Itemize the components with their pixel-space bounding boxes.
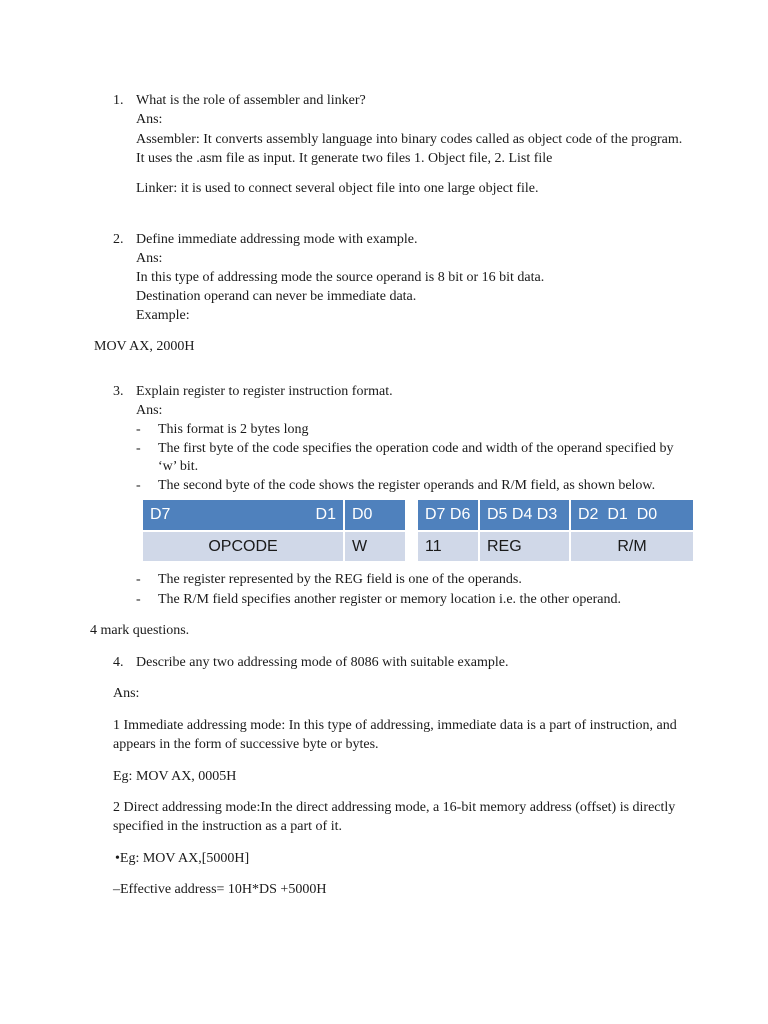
byte1-header-d0: D0 xyxy=(345,500,405,530)
q3-number: 3. xyxy=(113,384,124,399)
q1-question: What is the role of assembler and linker? xyxy=(136,93,366,108)
opcode-cell: OPCODE xyxy=(143,532,343,561)
bullet-dash: - xyxy=(136,572,141,587)
byte2-header-d5d4d3: D5 D4 D3 xyxy=(480,500,569,530)
q4-question: Describe any two addressing mode of 8086 with suitable example. xyxy=(136,655,509,670)
instruction-format-byte2 xyxy=(418,500,693,561)
q2-line-2: Destination operand can never be immediate data. xyxy=(136,289,417,304)
byte1-header-d7-d1 xyxy=(143,500,343,530)
q2-line-3: Example: xyxy=(136,308,190,323)
q1-ans-label: Ans: xyxy=(136,112,163,127)
q3-ans-label: Ans: xyxy=(136,403,163,418)
q3-bullet-3: The second byte of the code shows the register operands and R/M field, as shown below. xyxy=(158,478,656,493)
bullet-dash: - xyxy=(136,441,141,456)
bullet-dash: - xyxy=(136,592,141,607)
q4-para-2a: 2 Direct addressing mode:In the direct addressing mode, a 16-bit memory address (offset) is directly xyxy=(113,800,676,815)
bullet-dash: - xyxy=(136,422,141,437)
section-heading-4-mark: 4 mark questions. xyxy=(90,623,190,638)
q2-question: Define immediate addressing mode with example. xyxy=(136,232,418,247)
q2-line-1: In this type of addressing mode the source operand is 8 bit or 16 bit data. xyxy=(136,270,545,285)
q3-bullet-2a: The first byte of the code specifies the operation code and width of the operand specified by xyxy=(158,441,674,456)
q1-number: 1. xyxy=(113,93,124,108)
q2-example: MOV AX, 2000H xyxy=(94,339,195,354)
w-bit-cell: W xyxy=(345,532,405,561)
q3-bullet-4: The register represented by the REG field is one of the operands. xyxy=(158,572,522,587)
q4-number: 4. xyxy=(113,655,124,670)
q2-ans-label: Ans: xyxy=(136,251,163,266)
rm-cell: R/M xyxy=(571,532,693,561)
q2-number: 2. xyxy=(113,232,124,247)
q3-bullet-5: The R/M field specifies another register or memory location i.e. the other operand. xyxy=(158,592,622,607)
header-d1: D1 xyxy=(315,506,336,523)
q3-question: Explain register to register instruction format. xyxy=(136,384,393,399)
byte2-header-d2d1d0: D2 D1 D0 xyxy=(571,500,693,530)
q4-para-2b: specified in the instruction as a part of it. xyxy=(113,819,342,834)
q1-line-2: It uses the .asm file as input. It generate two files 1. Object file, 2. List file xyxy=(136,151,553,166)
instruction-format-byte1 xyxy=(143,500,405,561)
bullet-dash: - xyxy=(136,478,141,493)
q3-bullet-1: This format is 2 bytes long xyxy=(158,422,309,437)
reg-cell: REG xyxy=(480,532,569,561)
header-d7: D7 xyxy=(150,506,171,523)
mod-cell: 11 xyxy=(418,532,478,561)
q4-para-1b: appears in the form of successive byte or bytes. xyxy=(113,737,379,752)
q3-bullet-2b: ‘w’ bit. xyxy=(158,459,199,474)
q4-example-2: •Eg: MOV AX,[5000H] xyxy=(115,851,250,866)
q1-line-3: Linker: it is used to connect several object file into one large object file. xyxy=(136,181,539,196)
q4-ans-label: Ans: xyxy=(113,686,140,701)
q4-effective-address: –Effective address= 10H*DS +5000H xyxy=(113,882,327,897)
q4-example-1: Eg: MOV AX, 0005H xyxy=(113,769,237,784)
q1-line-1: Assembler: It converts assembly language into binary codes called as object code of the program. xyxy=(136,132,683,147)
q4-para-1a: 1 Immediate addressing mode: In this type of addressing, immediate data is a part of instruction, and xyxy=(113,718,677,733)
byte2-header-d7d6: D7 D6 xyxy=(418,500,478,530)
